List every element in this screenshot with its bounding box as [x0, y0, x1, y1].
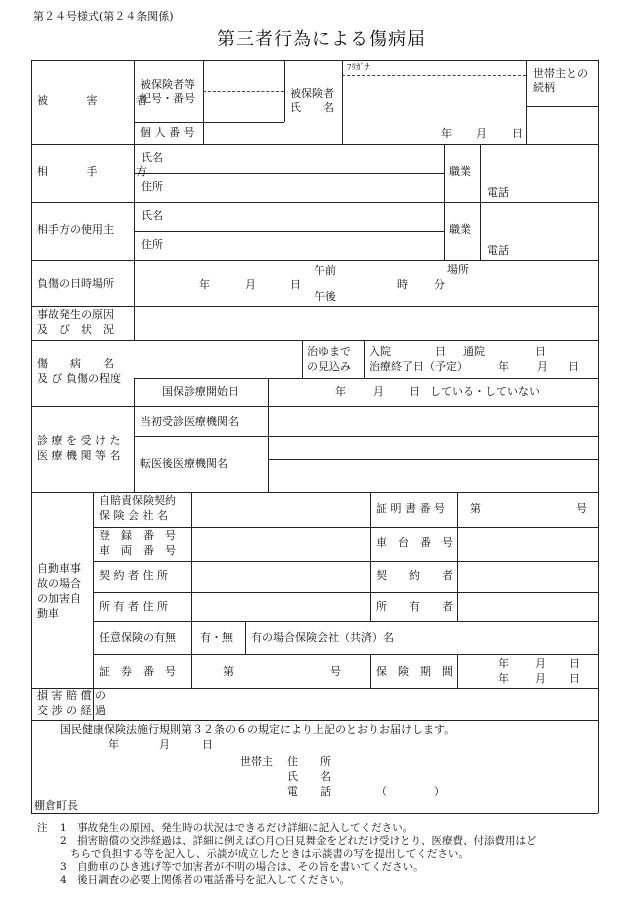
pm-option[interactable]: 午後 [314, 290, 336, 303]
declaration-text: 国民健康保険法施行規則第３２条の６の規定により上記のとおりお届けします。 [60, 723, 456, 736]
contractor-address-input[interactable] [193, 563, 368, 590]
policy-go: 号 [330, 665, 341, 678]
nhi-start-label: 国保診療開始日 [162, 385, 239, 398]
policy-dai: 第 [223, 665, 234, 678]
registration-number-input[interactable] [193, 529, 368, 559]
medical-institution-label-2: 医 療 機 関 等 名 [37, 449, 121, 462]
employer-name-input[interactable] [170, 204, 440, 229]
birth-day-label: 日 [512, 127, 523, 140]
voluntary-insurer-label: 有の場合保険会社（共済）名 [251, 631, 394, 644]
head-address-label: 住 所 [287, 755, 331, 768]
negotiation-label-2: 交 渉 の 経 過 [37, 704, 106, 717]
addressee: 棚倉町長 [34, 799, 78, 812]
head-name-label: 氏 名 [287, 770, 331, 783]
certificate-dai: 第 [470, 502, 481, 515]
outpatient-days-label: 日 [535, 345, 546, 358]
registration-number-label: 登 録 番 号 [99, 529, 176, 542]
certificate-go: 号 [576, 502, 587, 515]
injury-day-label: 日 [290, 278, 301, 291]
declaration-day: 日 [202, 738, 213, 751]
policy-number-label: 証 券 番 号 [99, 665, 176, 678]
hospitalization-label: 入院 [369, 345, 391, 358]
birth-year-label: 年 [441, 127, 452, 140]
injury-minute-label: 分 [434, 278, 445, 291]
insured-name-label-1: 被保険者 [290, 87, 334, 100]
insured-symbol-input[interactable] [205, 62, 282, 90]
cure-estimate-label-2: の見込み [307, 360, 351, 373]
vehicle-section-label-1: 自動車事 [37, 562, 81, 575]
contractor-label: 契 約 者 [376, 569, 453, 582]
victim-label: 被 害 者 [37, 94, 153, 107]
declaration-month: 月 [159, 738, 170, 751]
employer-phone-label: 電話 [487, 244, 509, 257]
notes-label: 注 [37, 822, 48, 834]
employer-name-label: 氏名 [141, 209, 163, 222]
form-number: 第２４号様式(第２４条関係) [33, 10, 174, 23]
other-party-name-label: 氏名 [141, 151, 163, 164]
policy-number-input[interactable] [240, 658, 326, 684]
first-institution-label: 当初受診医療機関名 [140, 415, 239, 428]
note-item: 3 自動車のひき逃げ等で加害者が不明の場合は、その旨を書いてください。 [60, 861, 424, 873]
injury-month-label: 月 [245, 278, 256, 291]
transfer-institution-input[interactable] [270, 461, 596, 490]
vehicle-section-label-4: 動車 [37, 607, 59, 620]
insured-number-input[interactable] [205, 93, 282, 121]
note-item: 1 事故発生の原因、発生時の状況はできるだけ詳細に記入してください。 [60, 822, 414, 834]
injury-name-label-1: 傷 病 名 [37, 357, 114, 370]
medical-institution-label-1: 診 療 を 受 け た [37, 434, 121, 447]
first-institution-input[interactable] [270, 408, 596, 434]
treatment-end-month: 月 [537, 360, 548, 373]
injury-year-label: 年 [199, 278, 210, 291]
accident-cause-input[interactable] [136, 308, 596, 338]
insurance-period-label: 保 険 期 間 [376, 665, 453, 678]
head-name-input[interactable] [340, 769, 590, 784]
voluntary-insurer-input[interactable] [410, 623, 596, 652]
period-start-day: 日 [569, 657, 580, 670]
injury-name-input[interactable] [136, 342, 300, 376]
cali-insurer-label-2: 保 険 会 社 名 [99, 509, 168, 522]
nhi-status-options[interactable]: している・していない [430, 385, 540, 398]
furigana-label: ﾌﾘｶﾞﾅ [347, 63, 370, 73]
contractor-address-label: 契 約 者 住 所 [99, 569, 168, 582]
period-end-year: 年 [498, 672, 509, 685]
negotiation-input[interactable] [95, 690, 596, 718]
nhi-start-month: 月 [373, 385, 384, 398]
other-party-occupation-label: 職業 [449, 165, 471, 178]
cali-insurer-label-1: 自賠責保険契約 [99, 494, 176, 507]
chassis-number-label: 車 台 番 号 [376, 536, 453, 549]
insured-name-input[interactable] [344, 77, 524, 123]
accident-cause-label-1: 事故発生の原因 [37, 308, 114, 321]
outpatient-label: 通院 [463, 345, 485, 358]
employer-occupation-label: 職業 [449, 223, 471, 236]
cure-estimate-label-1: 治ゆまで [307, 345, 351, 358]
injury-hour-label: 時 [397, 278, 408, 291]
relation-label-1: 世帯主との [533, 67, 588, 80]
negotiation-label-1: 損 害 賠 償 の [37, 689, 106, 702]
certificate-number-input[interactable] [484, 497, 572, 523]
birth-month-label: 月 [476, 127, 487, 140]
other-party-name-input[interactable] [170, 146, 440, 171]
personal-number-label: 個 人 番 号 [140, 126, 195, 139]
form-title: 第三者行為による傷病届 [217, 29, 426, 50]
transfer-institution-label: 転医後医療機関名 [140, 457, 228, 470]
phone-paren-open: （ [376, 785, 387, 798]
head-address-input[interactable] [340, 754, 590, 769]
cali-insurer-input[interactable] [193, 494, 368, 525]
declaration-year: 年 [108, 738, 119, 751]
chassis-number-input[interactable] [459, 529, 596, 559]
voluntary-insurance-yes-no[interactable]: 有・無 [200, 631, 233, 644]
hospitalization-days-label: 日 [435, 345, 446, 358]
other-party-address-label: 住所 [141, 180, 163, 193]
owner-address-label: 所 有 者 住 所 [99, 600, 168, 613]
nhi-start-year: 年 [335, 385, 346, 398]
head-phone-input[interactable] [392, 784, 432, 799]
note-item: ちらで負担する等を記入し、示談が成立したときは示談書の写を提出してください。 [70, 848, 469, 860]
treatment-end-year: 年 [498, 360, 509, 373]
employer-address-label: 住所 [141, 238, 163, 251]
period-start-month: 月 [535, 657, 546, 670]
owner-address-input[interactable] [193, 594, 368, 619]
household-head-label: 世帯主 [240, 755, 273, 768]
period-end-day: 日 [569, 672, 580, 685]
vehicle-section-label-2: 故の場合 [37, 577, 81, 590]
nhi-start-day: 日 [409, 385, 420, 398]
insured-number-label-1: 被保険者等 [140, 78, 195, 91]
other-employer-label: 相手方の使用主 [37, 223, 114, 236]
voluntary-insurance-label: 任意保険の有無 [99, 631, 176, 644]
period-start-year: 年 [498, 657, 509, 670]
insured-number-label-2: 記号・番号 [140, 92, 195, 105]
injury-name-label-2: 及 び 負傷の程度 [37, 372, 121, 385]
relation-label-2: 続柄 [533, 81, 555, 94]
other-party-phone-label: 電話 [487, 186, 509, 199]
owner-label: 所 有 者 [376, 600, 453, 613]
head-phone-label: 電 話 [287, 785, 331, 798]
phone-paren-close: ） [434, 785, 445, 798]
vehicle-number-label: 車 両 番 号 [99, 544, 176, 557]
injury-datetime-label: 負傷の日時場所 [37, 277, 114, 290]
treatment-end-day: 日 [568, 360, 579, 373]
certificate-number-label: 証 明 書 番 号 [376, 502, 445, 515]
am-option[interactable]: 午前 [314, 264, 336, 277]
note-item: 4 後日調査の必要上関係者の電話番号を記入してください。 [60, 874, 351, 886]
contractor-input[interactable] [459, 563, 596, 590]
employer-address-input[interactable] [170, 233, 440, 258]
period-end-month: 月 [535, 672, 546, 685]
injury-place-label: 場所 [447, 263, 469, 276]
note-item: 2 損害賠償の交渉経過は、詳細に例えば○月○日見舞金をどれだけ受けとり、医療費、付添費用はど [60, 835, 537, 847]
personal-number-input[interactable] [205, 124, 340, 142]
other-party-label: 相 手 方 [37, 165, 153, 178]
owner-input[interactable] [459, 594, 596, 619]
accident-cause-label-2: 及 び 状 況 [37, 323, 114, 336]
vehicle-section-label-3: の加害自 [37, 592, 81, 605]
insured-name-label-2: 氏 名 [290, 101, 334, 114]
other-party-address-input[interactable] [170, 175, 440, 200]
treatment-end-label: 治療終了日（予定） [369, 360, 468, 373]
